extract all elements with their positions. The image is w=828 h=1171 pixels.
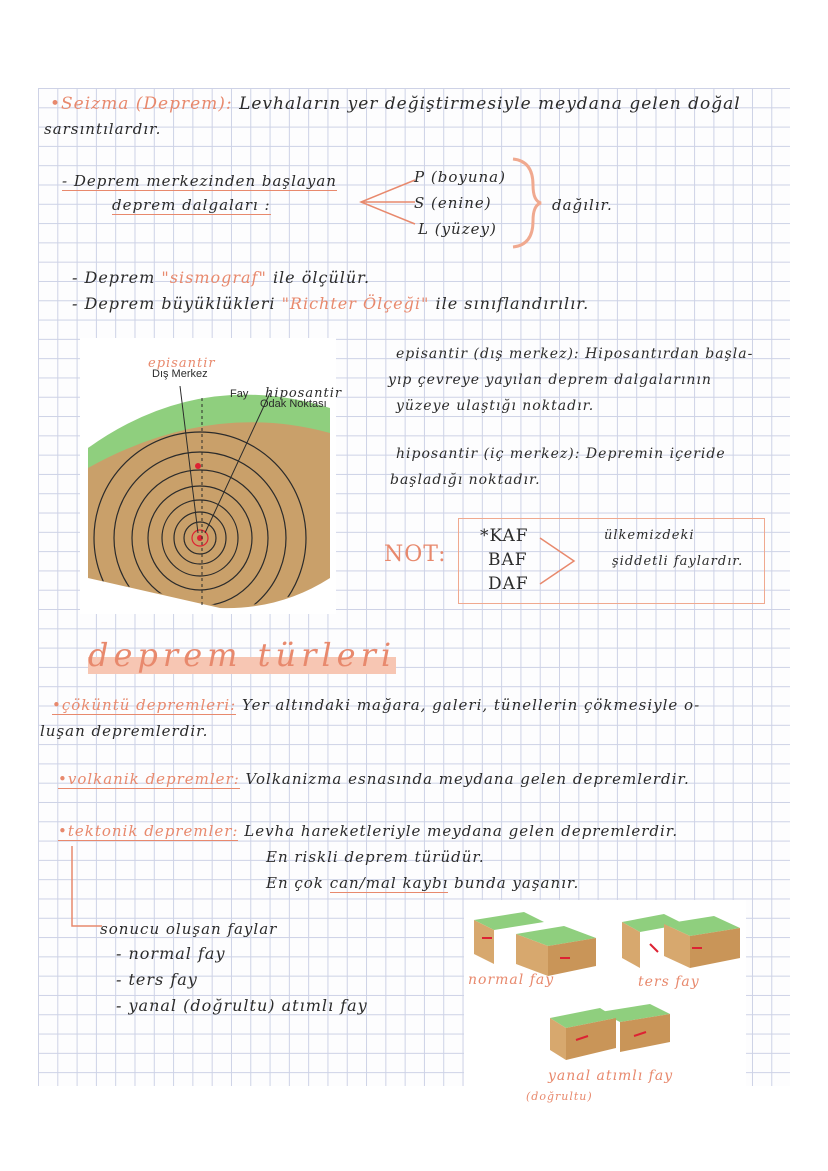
waves-suffix: dağılır. (552, 196, 613, 214)
episantir-hand-label: episantir (148, 356, 216, 371)
fault-types-diagram (464, 900, 746, 1086)
earthquake-diagram (80, 338, 343, 614)
note-arrow-icon (538, 536, 578, 586)
yanal-fay-label: yanal atımlı fay (548, 1068, 674, 1084)
fault-item-ters: - ters fay (116, 970, 198, 989)
tektonik-line: •tektonik depremler: Levha hareketleriyle meydana gelen depremlerdir. (58, 822, 679, 840)
waves-line2: deprem dalgaları : (112, 196, 271, 214)
fault-kaf: *KAF (480, 526, 529, 546)
fault-baf: BAF (488, 550, 528, 570)
measure-line2: - Deprem büyüklükleri "Richter Ölçeği" ile sınıflandırılır. (72, 294, 590, 313)
waves-line1: - Deprem merkezinden başlayan (62, 172, 337, 190)
note-label: NOT: (384, 542, 447, 567)
wave-s: S (enine) (414, 194, 492, 212)
yanal-fay-sublabel: (doğrultu) (526, 1090, 593, 1103)
fault-daf: DAF (488, 574, 529, 594)
episantir-label: Dış Merkez (152, 368, 208, 380)
wave-l: L (yüzey) (418, 220, 497, 238)
episantir-def-1: episantir (dış merkez): Hiposantırdan başla- (396, 346, 754, 362)
fay-label: Fay (230, 388, 249, 400)
note-text-1: ülkemizdeki (604, 528, 695, 543)
measure-line1: - Deprem "sismograf" ile ölçülür. (72, 268, 371, 287)
seizma-line (50, 94, 741, 114)
fault-item-normal: - normal fay (116, 944, 226, 963)
normal-fay-label: normal fay (468, 972, 555, 988)
types-heading: deprem türleri (88, 636, 397, 674)
reverse-fault-icon (622, 914, 740, 968)
seizma-definition-cont: sarsıntılardır. (44, 120, 162, 138)
hiposantir-def-2: başladığı noktadır. (390, 472, 541, 488)
hiposantir-hand-label: hiposantir (265, 386, 343, 401)
wave-p: P (boyuna) (414, 168, 506, 186)
strike-slip-fault-icon (550, 1004, 670, 1060)
faults-title: sonucu oluşan faylar (100, 920, 278, 938)
normal-fault-icon (474, 912, 596, 976)
hiposantir-label: Odak Noktası (260, 398, 327, 410)
episantir-def-3: yüzeye ulaştığı noktadır. (396, 398, 595, 414)
fault-item-yanal: - yanal (doğrultu) atımlı fay (116, 996, 368, 1015)
cokuntu-cont: luşan depremlerdir. (40, 722, 209, 740)
cokuntu-line: •çöküntü depremleri: Yer altındaki mağara, galeri, tünellerin çökmesiyle o- (52, 696, 701, 714)
note-text-2: şiddetli faylardır. (612, 554, 744, 569)
brace-icon (505, 155, 545, 250)
hiposantir-def-1: hiposantir (iç merkez): Depremin içeride (396, 446, 726, 462)
tektonik-line3: En çok can/mal kaybı bunda yaşanır. (266, 874, 580, 892)
episantir-def-2: yıp çevreye yayılan deprem dalgalarının (388, 372, 712, 388)
ters-fay-label: ters fay (638, 974, 700, 990)
earthquake-block-icon (80, 338, 336, 614)
tektonik-line2: En riskli deprem türüdür. (266, 848, 485, 866)
volkanik-line: •volkanik depremler: Volkanizma esnasında meydana gelen depremlerdir. (58, 770, 690, 788)
seizma-definition: Levhaların yer değiştirmesiyle meydana gelen doğal (239, 94, 741, 114)
seizma-term: •Seizma (Deprem): (50, 94, 233, 114)
fault-blocks-icon (464, 900, 746, 1086)
